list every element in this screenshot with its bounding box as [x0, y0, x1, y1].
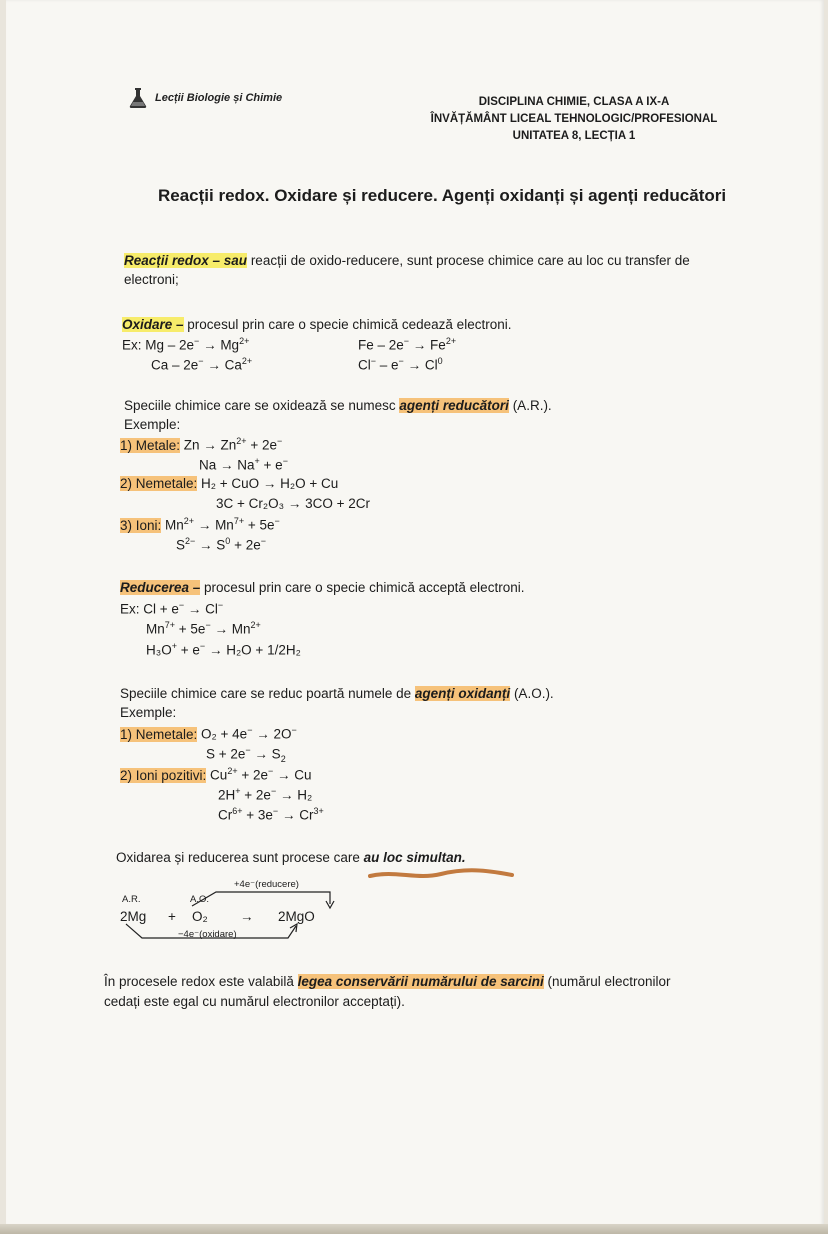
redox-text: reacții de oxido-reducere, sunt procese chimice care au loc cu transfer de [247, 253, 690, 268]
oxidare-example-1: Ex: $Mg - 2e^- \to Mg^{2+}$ [122, 336, 250, 353]
page-edge [0, 1224, 828, 1234]
scheme-ao-label: A.O. [190, 894, 210, 905]
flask-icon [126, 86, 150, 110]
scheme-top-label: +4e⁻(reducere) [234, 879, 299, 890]
oxidanti-exemple: Exemple: [120, 705, 177, 720]
simultan-term: au loc simultan. [363, 850, 466, 865]
metale-label: 1) Metale: [120, 437, 181, 453]
ioni-pozitivi-label: 2) Ioni pozitivi: [120, 767, 207, 783]
scheme-mg: 2Mg [120, 909, 147, 924]
underline-squiggle [366, 866, 516, 882]
redox-text-line-2: electroni; [124, 272, 179, 287]
redox-definition [124, 253, 690, 268]
reducatori-term: agenți reducători [399, 398, 509, 413]
reducatori-ioni-line-1: 3) Ioni: $Mn^{2+} \to Mn^{7+} + 5e^-$ [120, 516, 280, 533]
document-page [6, 0, 824, 1226]
logo [126, 86, 282, 110]
ioni-label: 3) Ioni: [120, 517, 162, 533]
reducere-example-1: Ex: Cl + e− → Cl− [120, 600, 224, 617]
oxidare-example-2: $Ca - 2e^- \to Ca^{2+}$ [151, 356, 253, 373]
reducatori-exemple: Exemple: [124, 417, 181, 432]
oxidanti-ioni-line-3: $Cr^{6+} + 3e^- \to Cr^{3+}$ [218, 806, 324, 823]
reducere-term: Reducerea – [120, 580, 201, 595]
reducere-example-2: $Mn^{7+} + 5e^- \to Mn^{2+}$ [146, 620, 261, 637]
reducatori-statement: Speciile chimice care se oxidează se numesc agenți reducători (A.R.). [124, 398, 552, 413]
oxidanti-term: agenți oxidanți [414, 686, 511, 701]
redox-term: Reacții redox – sau [124, 253, 248, 268]
redox-scheme [116, 876, 346, 946]
reducatori-nemetale-line-2: 3C + Cr₂O₃ → 3CO + 2Cr [216, 496, 371, 511]
scheme-bottom-label: −4e⁻(oxidare) [178, 929, 237, 940]
reducatori-ioni-line-2: $S^{2-} \to S^0 + 2e^-$ [176, 536, 266, 553]
reducatori-metale-line-1: 1) Metale: $Zn \to Zn^{2+} + 2e^-$ [120, 436, 283, 453]
course-header [424, 94, 724, 145]
scheme-o2: O₂ [192, 909, 208, 924]
oxidare-definition [122, 317, 511, 332]
conservation-line-2: cedați este egal cu numărul electronilor acceptați). [104, 994, 405, 1009]
oxidanti-ioni-line-1: 2) Ioni pozitivi: $Cu^{2+} + 2e^- \to Cu$ [120, 766, 312, 783]
nemetale-label: 2) Nemetale: [120, 476, 198, 491]
reducatori-metale-line-2: Na → Na+ + e− [199, 456, 288, 473]
conservation-statement: În procesele redox este valabilă legea conservării numărului de sarcini (numărul electronilor [104, 974, 671, 989]
scheme-arrow: → [240, 909, 254, 924]
scheme-plus: + [168, 909, 176, 924]
conservation-term: legea conservării numărului de sarcini [297, 974, 544, 989]
oxidare-example-3: $Fe - 2e^- \to Fe^{2+}$ [358, 336, 457, 353]
scheme-ar-label: A.R. [122, 894, 141, 905]
header-line-3: UNITATEA 8, LECȚIA 1 [512, 130, 636, 142]
header-line-2: ÎNVĂȚĂMÂNT LICEAL TEHNOLOGIC/PROFESIONAL [430, 113, 718, 125]
scheme-mgo: 2MgO [278, 909, 315, 924]
oxidanti-nemetale-line-1: 1) Nemetale: O₂ + 4e− → 2O− [120, 725, 297, 742]
oxidanti-ioni-line-2: 2H+ + 2e− → H₂ [218, 786, 313, 803]
logo-text: Lecții Biologie și Chimie [155, 92, 283, 104]
oxidare-term: Oxidare – [122, 317, 184, 332]
oxidare-example-4: $Cl^- - e^- \to Cl^0$ [358, 356, 443, 373]
reducere-example-3: H₃O+ + e− → H₂O + 1/2H₂ [146, 641, 301, 658]
oxidanti-statement: Speciile chimice care se reduc poartă numele de agenți oxidanți (A.O.). [120, 686, 554, 701]
reducatori-nemetale-line-1: 2) Nemetale: H₂ + CuO → H₂O + Cu [120, 476, 339, 491]
oxidare-text: procesul prin care o specie chimică cedează electroni. [183, 317, 512, 332]
header-line-1: DISCIPLINA CHIMIE, CLASA A IX-A [478, 96, 670, 108]
oxidanti-nemetale-line-2: $S + 2e^- \to S_2$ [206, 745, 286, 765]
reducere-definition: Reducerea – procesul prin care o specie chimică acceptă electroni. [120, 580, 525, 595]
page-title: Reacții redox. Oxidare și reducere. Agenți oxidanți și agenți reducători [158, 186, 727, 205]
simultan-statement: Oxidarea și reducerea sunt procese care au loc simultan. [116, 850, 466, 865]
oxidanti-nemetale-label: 1) Nemetale: [120, 726, 198, 742]
